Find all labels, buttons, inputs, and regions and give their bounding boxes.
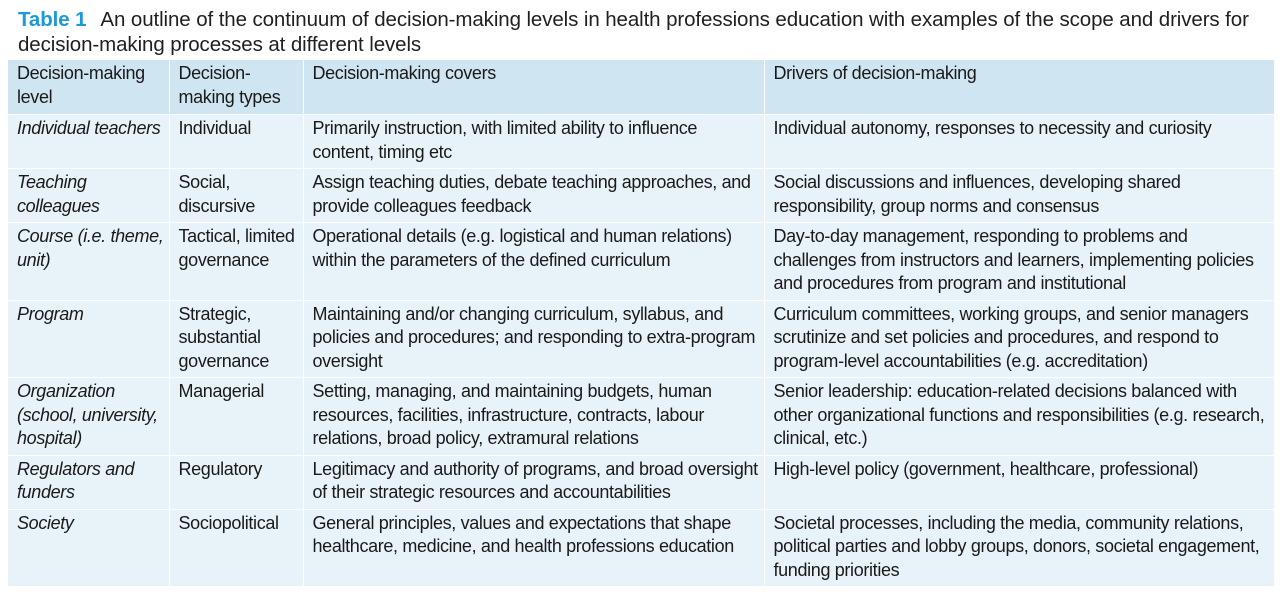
cell-type: Social, discursive (169, 169, 303, 223)
table-row (8, 115, 1274, 169)
cell-covers: General principles, values and expectations that shape healthcare, medicine, and health professions education (303, 509, 764, 586)
cell-level: Individual teachers (17, 118, 161, 138)
cell-drivers: Societal processes, including the media, community relations, political parties and lobby groups, donors, societal engagement, funding priorities (764, 509, 1274, 586)
cell-level: Teaching colleagues (17, 172, 100, 216)
table-row (8, 300, 1274, 378)
cell-covers: Primarily instruction, with limited ability to influence content, timing etc (303, 115, 764, 169)
table-header-row (8, 60, 1274, 115)
table-row (8, 455, 1274, 509)
cell-level: Society (17, 512, 74, 533)
cell-drivers: Curriculum committees, working groups, and senior managers scrutinize and set policies and procedures, and respond to program-level accountabilities (e.g. accreditation) (764, 300, 1274, 378)
table-label: Table 1 (18, 8, 87, 31)
table-caption-text: An outline of the continuum of decision-making levels in health professions education with examples of the scope and drivers for decision-making processes at different levels (18, 8, 1249, 56)
cell-level: Regulators and funders (17, 458, 135, 502)
cell-type: Strategic, substantial governance (169, 300, 303, 378)
cell-level: Organization (school, university, hospital) (17, 381, 158, 448)
cell-type: Individual (169, 115, 303, 169)
column-header-covers: Decision-making covers (303, 60, 764, 115)
cell-covers: Operational details (e.g. logistical and human relations) within the parameters of the defined curriculum (303, 223, 764, 301)
cell-drivers: Social discussions and influences, developing shared responsibility, group norms and consensus (764, 169, 1274, 223)
column-header-drivers: Drivers of decision-making (764, 60, 1274, 115)
cell-level: Program (17, 303, 84, 324)
table-row (8, 169, 1274, 223)
cell-covers: Maintaining and/or changing curriculum, syllabus, and policies and procedures; and responding to extra-program oversight (303, 300, 764, 378)
table-caption (18, 7, 1268, 57)
cell-covers: Legitimacy and authority of programs, and broad oversight of their strategic resources and accountabilities (303, 455, 764, 509)
cell-covers: Setting, managing, and maintaining budgets, human resources, facilities, infrastructure, contracts, labour relations, broad policy, extramural relations (303, 378, 764, 456)
column-header-level: Decision-making level (17, 63, 145, 107)
table-row (8, 378, 1274, 456)
cell-type: Tactical, limited governance (169, 223, 303, 301)
table-row (8, 509, 1274, 586)
cell-type: Managerial (169, 378, 303, 456)
table-row (8, 223, 1274, 301)
column-header-types: Decision-making types (169, 60, 303, 115)
decision-making-table (8, 60, 1274, 586)
cell-covers: Assign teaching duties, debate teaching approaches, and provide colleagues feedback (303, 169, 764, 223)
cell-drivers: Day-to-day management, responding to problems and challenges from instructors and learners, implementing policies and procedures from program and institutional (764, 223, 1274, 301)
cell-type: Regulatory (169, 455, 303, 509)
cell-drivers: Individual autonomy, responses to necessity and curiosity (764, 115, 1274, 169)
cell-level: Course (i.e. theme, unit) (17, 226, 164, 270)
cell-type: Sociopolitical (169, 509, 303, 586)
cell-drivers: High-level policy (government, healthcare, professional) (764, 455, 1274, 509)
cell-drivers: Senior leadership: education-related decisions balanced with other organizational functions and responsibilities (e.g. research, clinical, etc.) (764, 378, 1274, 456)
